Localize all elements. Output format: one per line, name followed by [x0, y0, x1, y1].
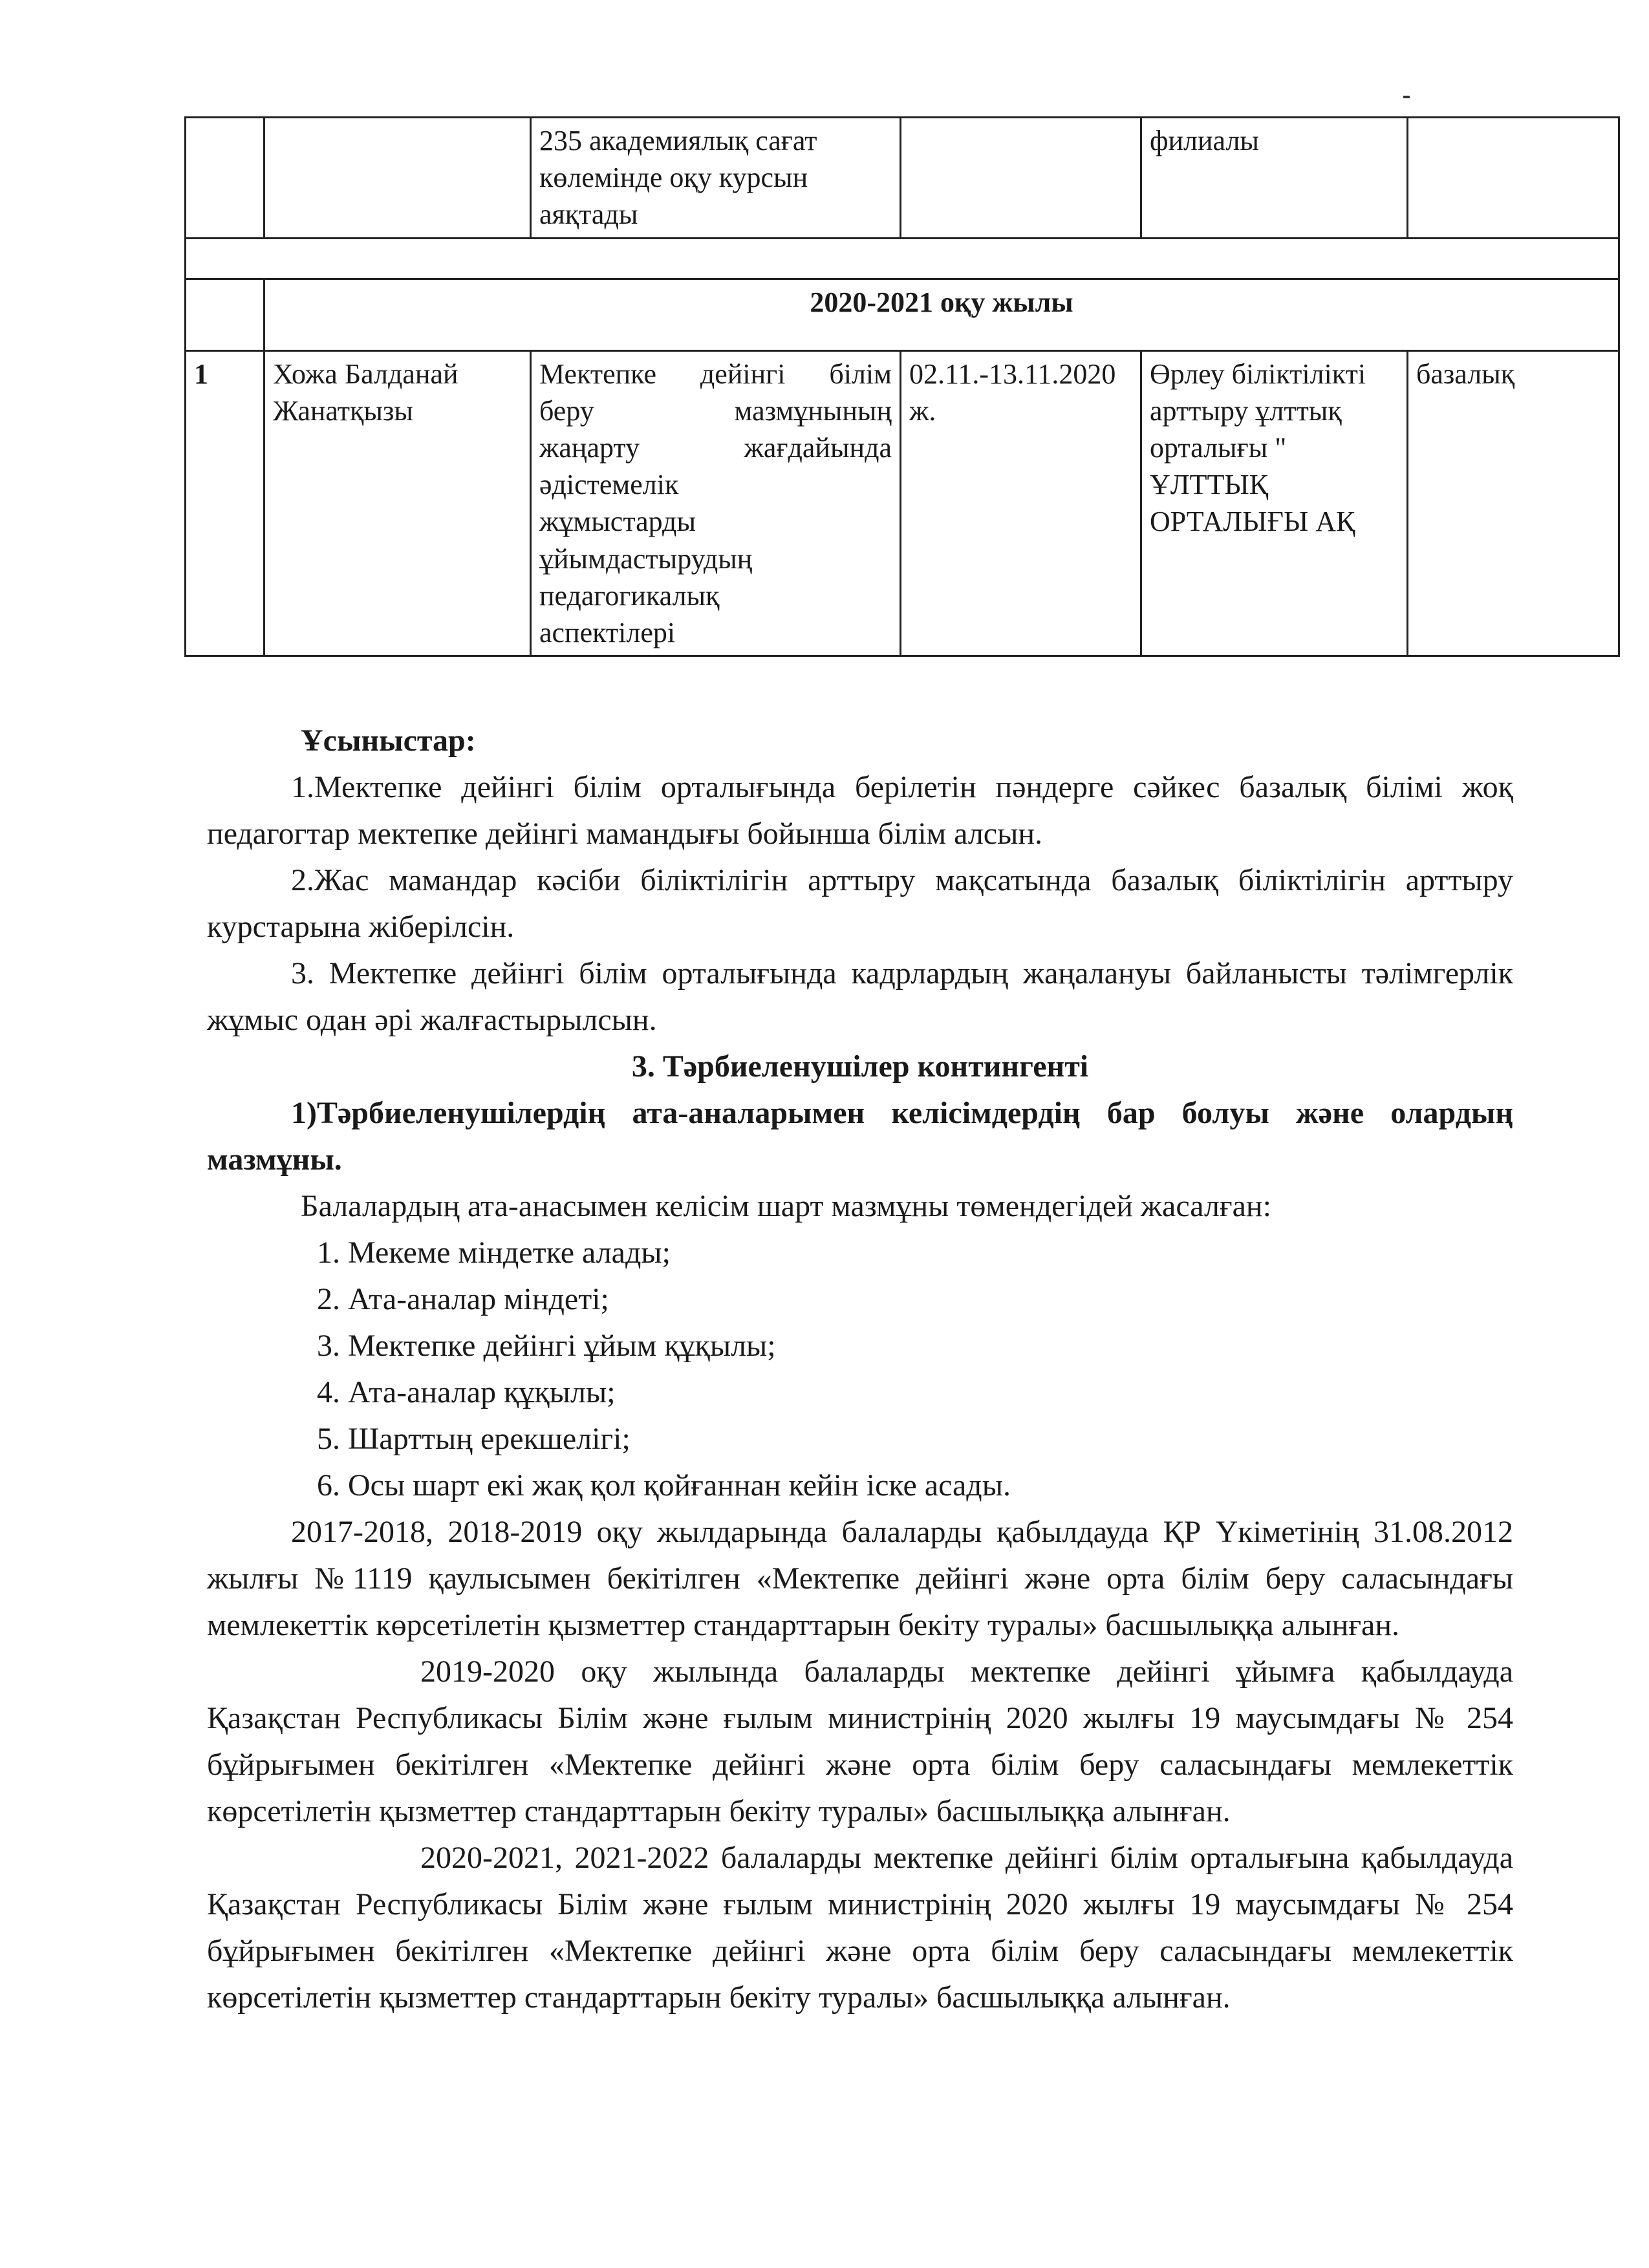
recommendation-item: 1.Мектепке дейінгі білім орталығында берілетін пәндерге сәйкес базалық білімі жоқ педагогтар мектепке дейінгі мамандығы бойынша білім алсын.: [207, 770, 1513, 851]
year-heading: 2020-2021 оқу жылы: [264, 279, 1619, 350]
table-cell: [186, 238, 1619, 279]
scan-mark: [1403, 96, 1410, 98]
table-cell: [901, 118, 1141, 239]
table-cell: [1408, 118, 1619, 239]
table-row: [186, 118, 1619, 239]
paragraph: 2020-2021, 2021-2022 балаларды мектепке дейінгі білім орталығына қабылдауда Қазақстан Республикасы Білім және ғылым министрінің 2020 жылғы 19 маусымдағы № 254 бұйрығымен бекітілген «Мектепке дейінгі және орта білім беру саласындағы мемлекеттік көрсетілетін қызметтер стандарттарын бекіту туралы» басшылыққа алынған.: [207, 1841, 1513, 2015]
name-cell: Хожа Балданай Жанатқызы: [264, 350, 531, 656]
agreement-list: [207, 1230, 1513, 1509]
table-row: [186, 279, 1619, 350]
course-line: жаңарту жағдайында: [539, 431, 892, 464]
course-line: әдістемелік: [539, 469, 679, 501]
provider-cell: Өрлеу біліктілікті арттыру ұлттық орталығы " ҰЛТТЫҚ ОРТАЛЫҒЫ АҚ: [1141, 350, 1408, 656]
table-row: [186, 350, 1619, 656]
list-item: 5. Шарттың ерекшелігі;: [317, 1422, 630, 1456]
row-number: 1: [186, 350, 264, 656]
body-text: [207, 718, 1513, 2021]
table-cell: [186, 279, 264, 350]
provider-cell: филиалы: [1141, 118, 1408, 239]
list-item: 3. Мектепке дейінгі ұйым құқылы;: [317, 1329, 776, 1363]
course-title-cell: [531, 350, 901, 656]
section-title: 3. Тәрбиеленушілер контингенті: [631, 1049, 1089, 1084]
course-line: педагогикалық: [539, 579, 720, 612]
course-cell: 235 академиялық сағат көлемінде оқу курсын аяқтады: [531, 118, 901, 239]
course-line: жұмыстарды: [539, 506, 696, 538]
table-row: [186, 238, 1619, 279]
course-line: беру мазмұнының: [539, 394, 892, 427]
type-cell: базалық: [1408, 350, 1619, 656]
table-cell: [186, 118, 264, 239]
list-item: 2. Ата-аналар міндеті;: [317, 1282, 609, 1316]
recommendations-heading: Ұсыныстар:: [301, 723, 476, 758]
dates-cell: 02.11.-13.11.2020 ж.: [901, 350, 1141, 656]
recommendation-item: 3. Мектепке дейінгі білім орталығында кадрлардың жаңалануы байланысты тәлімгерлік жұмыс одан әрі жалғастырылсын.: [207, 956, 1513, 1037]
section-subheading: 1)Тәрбиеленушілердің ата-аналарымен келісімдердің бар болуы және олардың мазмұны.: [207, 1096, 1513, 1177]
intro-text: Балалардың ата-анасымен келісім шарт мазмұны төмендегідей жасалған:: [301, 1189, 1271, 1223]
course-line: аспектілері: [539, 616, 676, 648]
list-item: 6. Осы шарт екі жақ қол қойғаннан кейін іске асады.: [317, 1468, 1011, 1503]
course-line: ұйымдастырудың: [539, 542, 753, 575]
paragraph: 2017-2018, 2018-2019 оқу жылдарында балаларды қабылдауда ҚР Үкіметінің 31.08.2012 жылғы №1119 қаулысымен бекітілген «Мектепке дейінгі және орта білім беру саласындағы мемлекеттік көрсетілетін қызметтер стандарттарын бекіту туралы» басшылыққа алынған.: [207, 1515, 1513, 1642]
list-item: 4. Ата-аналар құқылы;: [317, 1375, 616, 1409]
course-line: Мектепке дейінгі білім: [539, 358, 892, 390]
courses-table: [184, 116, 1620, 657]
list-item: 1. Мекеме міндетке алады;: [317, 1236, 671, 1270]
table-cell: [264, 118, 531, 239]
paragraph: 2019-2020 оқу жылында балаларды мектепке дейінгі ұйымға қабылдауда Қазақстан Республикасы Білім және ғылым министрінің 2020 жылғы 19 маусымдағы № 254 бұйрығымен бекітілген «Мектепке дейінгі және орта білім беру саласындағы мемлекеттік көрсетілетін қызметтер стандарттарын бекіту туралы» басшылыққа алынған.: [207, 1654, 1513, 1828]
recommendation-item: 2.Жас мамандар кәсіби біліктілігін арттыру мақсатында базалық біліктілігін арттыру курстарына жіберілсін.: [207, 863, 1513, 944]
